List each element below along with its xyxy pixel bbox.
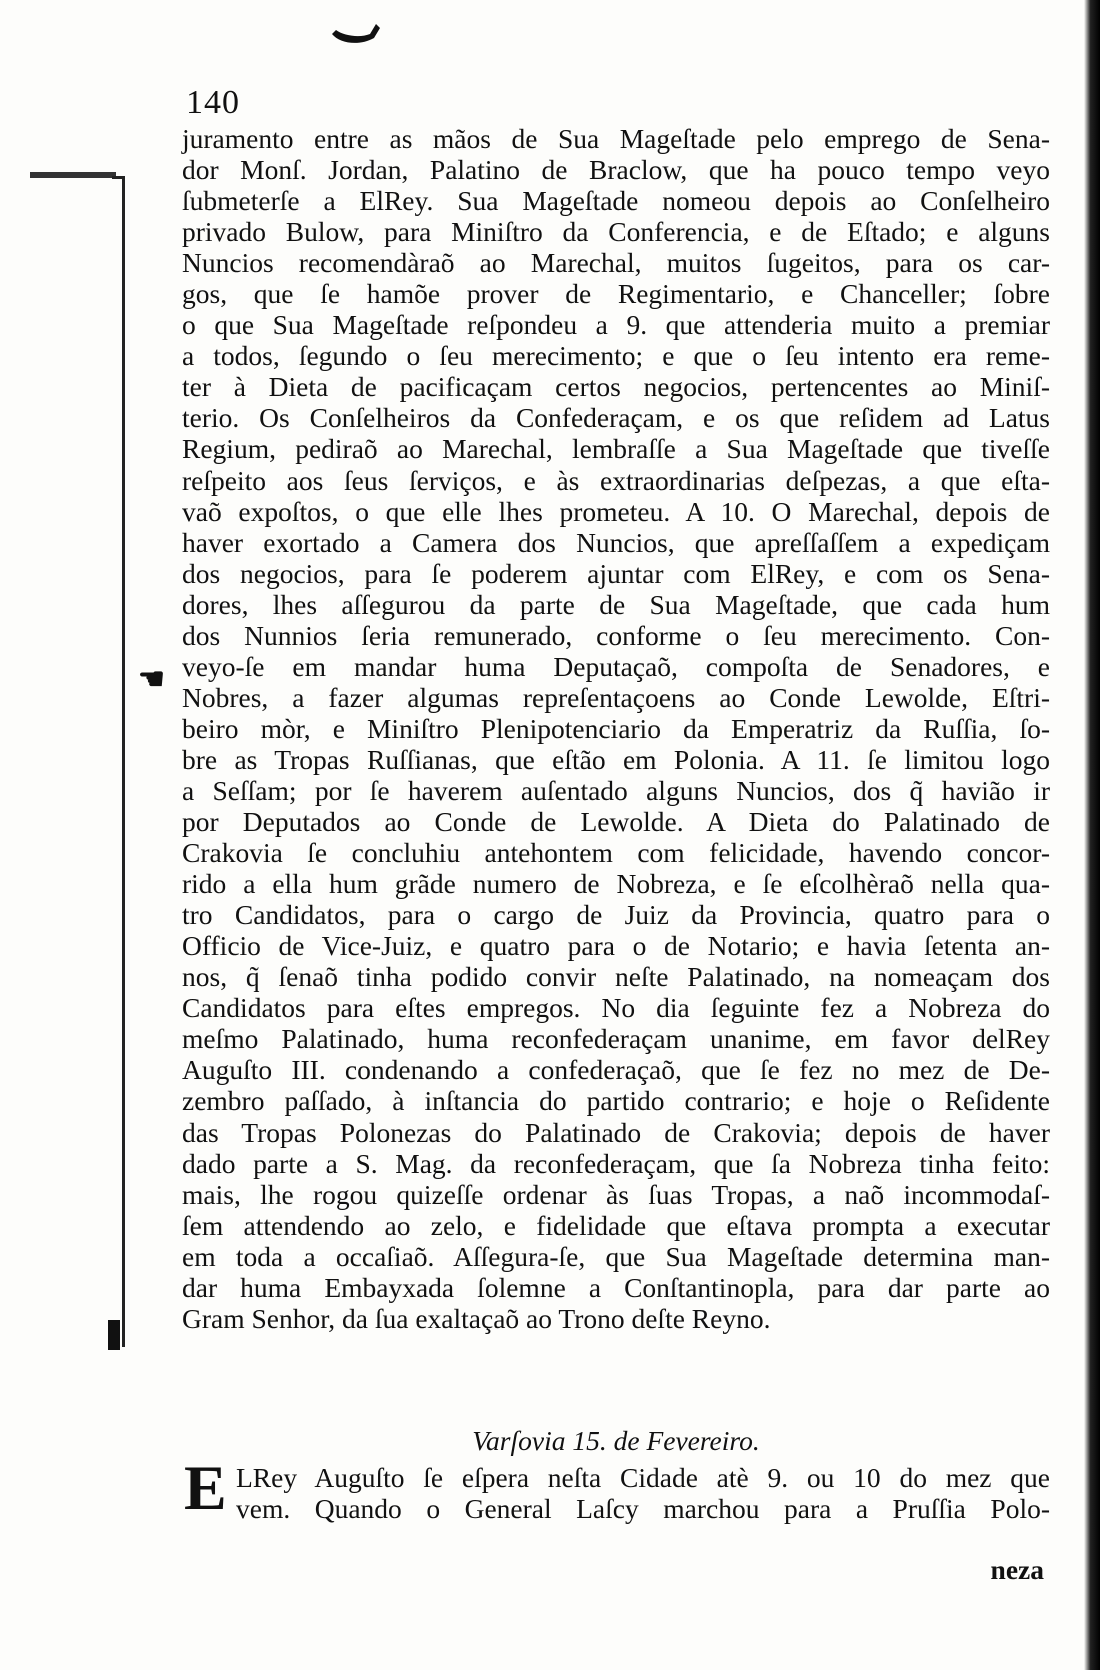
text-line: beiro mòr, e Miniſtro Plenipotenciario da Emperatriz da Ruſſia, ſo-	[182, 712, 1050, 744]
drop-cap: E	[184, 1452, 227, 1523]
catchword: neza	[990, 1554, 1044, 1585]
text-line: das Tropas Polonezas do Palatinado de Crakovia; depois de haver	[182, 1116, 1050, 1148]
page-number: 140	[186, 84, 240, 121]
text-line: Nuncios recomendàraõ ao Marechal, muitos ſugeitos, para os car-	[182, 247, 1050, 279]
text-line: veyo-ſe em mandar huma Deputaçaõ, compoſta de Senadores, e	[182, 650, 1050, 682]
text-line: dos negocios, para ſe poderem ajuntar com ElRey, e com os Sena-	[182, 557, 1050, 589]
text-line: nos, q̃ ſenaõ tinha podido convir neſte Palatinado, na nomeaçam dos	[182, 961, 1050, 993]
text-line: dor Monſ. Jordan, Palatino de Braclow, que ha pouco tempo veyo	[182, 154, 1050, 186]
text-line: zembro paſſado, à inſtancia do partido contrario; e hoje o Reſidente	[182, 1085, 1050, 1117]
text-line: gos, que ſe hamõe prover de Regimentario, e Chanceller; ſobre	[182, 278, 1050, 310]
text-line: Candidatos para eſtes empregos. No dia ſeguinte fez a Nobreza do	[182, 992, 1050, 1024]
text-line: Regium, pediraõ ao Marechal, lembraſſe a Sua Mageſtade que tiveſſe	[182, 433, 1050, 465]
next-article-body	[236, 1462, 1050, 1524]
margin-bracket-tab	[30, 172, 116, 178]
article-body	[182, 123, 1050, 1334]
text-line: rido a ella hum grãde numero de Nobreza, e ſe eſcolhèraõ nella qua-	[182, 868, 1050, 900]
ink-blot-mark	[330, 22, 390, 48]
text-line: Crakovia ſe concluhiu antehontem com felicidade, havendo concor-	[182, 837, 1050, 869]
text-line: ſubmeterſe a ElRey. Sua Mageſtade nomeou depois ao Conſelheiro	[182, 185, 1050, 217]
text-line: a Seſſam; por ſe haverem auſentado alguns Nuncios, dos q̃ havião ir	[182, 774, 1050, 806]
text-line: LRey Auguſto ſe eſpera neſta Cidade atè 9. ou 10 do mez que	[236, 1462, 1050, 1493]
text-line: em toda a occaſiaõ. Aſſegura-ſe, que Sua Mageſtade determina man-	[182, 1240, 1050, 1272]
text-line: tro Candidatos, para o cargo de Juiz da Provincia, quatro para o	[182, 899, 1050, 931]
text-line: terio. Os Conſelheiros da Confederaçam, e os que reſidem ad Latus	[182, 402, 1050, 434]
text-line: o que Sua Mageſtade reſpondeu a 9. que attenderia muito a premiar	[182, 309, 1050, 341]
text-line: vem. Quando o General Laſcy marchou para a Pruſſia Polo-	[236, 1493, 1050, 1524]
text-line: a todos, ſegundo o ſeu merecimento; e que o ſeu intento era reme-	[182, 340, 1050, 372]
text-line: dar huma Embayxada ſolemne a Conſtantinopla, para dar parte ao	[182, 1271, 1050, 1303]
text-line: por Deputados ao Conde de Lewolde. A Dieta do Palatinado de	[182, 806, 1050, 838]
text-line: ſem attendendo ao zelo, e fidelidade que eſtava prompta a executar	[182, 1209, 1050, 1241]
text-line: meſmo Palatinado, huma reconfederaçam unanime, em favor delRey	[182, 1023, 1050, 1055]
text-line: privado Bulow, para Miniſtro da Conferencia, e de Eſtado; e alguns	[182, 216, 1050, 248]
pointing-hand-mark: ☚	[138, 663, 165, 696]
text-line: ter à Dieta de pacificaçam certos negocios, pertencentes ao Miniſ-	[182, 371, 1050, 403]
text-line: reſpeito aos ſeus ſerviços, e às extraordinarias deſpezas, a que eſta-	[182, 464, 1050, 496]
text-line: dos Nunnios ſeria remunerado, conforme o ſeu merecimento. Con-	[182, 619, 1050, 651]
text-line: dores, lhes aſſegurou da parte de Sua Mageſtade, que cada hum	[182, 588, 1050, 620]
text-line: Nobres, a fazer algumas repreſentaçoens ao Conde Lewolde, Eſtri-	[182, 681, 1050, 713]
text-line: Auguſto III. condenando a confederaçaõ, que ſe fez no mez de De-	[182, 1054, 1050, 1086]
margin-bracket	[112, 176, 125, 1347]
text-line: juramento entre as mãos de Sua Mageſtade pelo emprego de Sena-	[182, 123, 1050, 154]
text-line: haver exortado a Camera dos Nuncios, que apreſſaſſem a expediçam	[182, 526, 1050, 558]
page-edge-shadow	[1084, 0, 1100, 1670]
margin-bracket-foot	[108, 1320, 120, 1350]
text-line: dado parte a S. Mag. da reconfederaçam, que ſa Nobreza tinha feito:	[182, 1147, 1050, 1179]
text-line: mais, lhe rogou quizeſſe ordenar às ſuas Tropas, a naõ incommodaſ-	[182, 1178, 1050, 1210]
text-line: Officio de Vice-Juiz, e quatro para o de Notario; e havia ſetenta an-	[182, 930, 1050, 962]
text-line: bre as Tropas Ruſſianas, que eſtão em Polonia. A 11. ſe limitou logo	[182, 743, 1050, 775]
dateline: Varſovia 15. de Fevereiro.	[472, 1425, 760, 1456]
text-line: Gram Senhor, da ſua exaltaçaõ ao Trono deſte Reyno.	[182, 1302, 771, 1334]
text-line: vaõ expoſtos, o que elle lhes prometeu. A 10. O Marechal, depois de	[182, 495, 1050, 527]
